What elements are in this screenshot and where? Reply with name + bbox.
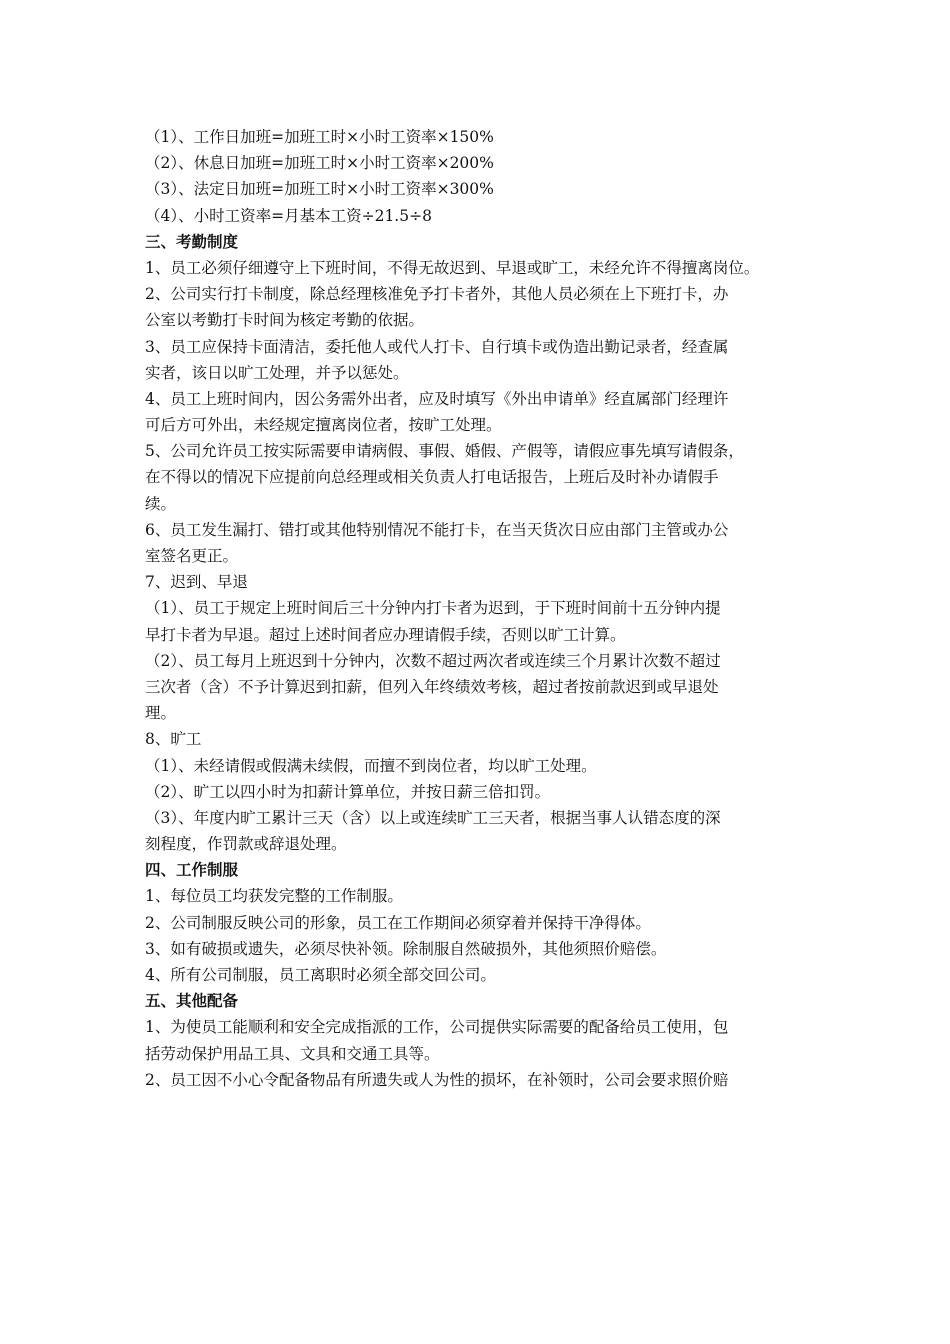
rule-line: 2、员工因不小心令配备物品有所遗失或人为性的损坏，在补领时，公司会要求照价赔 — [145, 1070, 729, 1089]
section-heading-equipment: 五、其他配备 — [145, 992, 239, 1011]
rule-line: （2）、旷工以四小时为扣薪计算单位，并按日薪三倍扣罚。 — [145, 782, 551, 801]
rule-line: （3）、法定日加班=加班工时×小时工资率×300% — [145, 180, 494, 199]
section-heading-attendance: 三、考勤制度 — [145, 232, 239, 251]
rule-line: 公室以考勤打卡时间为核定考勤的依据。 — [145, 311, 425, 330]
rule-line: 理。 — [145, 704, 177, 723]
rule-line: 续。 — [145, 494, 177, 513]
rule-line: （2）、员工每月上班迟到十分钟内，次数不超过两次者或连续三个月累计次数不超过 — [145, 651, 721, 670]
rule-line: （4）、小时工资率=月基本工资÷21.5÷8 — [145, 206, 432, 225]
rule-line: 5、公司允许员工按实际需要申请病假、事假、婚假、产假等，请假应事先填写请假条， — [145, 442, 744, 461]
rule-line: 早打卡者为早退。超过上述时间者应办理请假手续，否则以旷工计算。 — [145, 625, 626, 644]
rule-line: 1、员工必须仔细遵守上下班时间，不得无故迟到、早退或旷工，未经允许不得擅离岗位。 — [145, 258, 760, 277]
document-body — [145, 124, 825, 1093]
rule-line: 在不得以的情况下应提前向总经理或相关负责人打电话报告，上班后及时补办请假手 — [145, 468, 719, 487]
rule-line: 6、员工发生漏打、错打或其他特别情况不能打卡，在当天货次日应由部门主管或办公 — [145, 520, 729, 539]
rule-line: 1、每位员工均获发完整的工作制服。 — [145, 887, 403, 906]
rule-line: 2、公司实行打卡制度，除总经理核准免予打卡者外，其他人员必须在上下班打卡，办 — [145, 285, 729, 304]
rule-line: 三次者（含）不予计算迟到扣薪，但列入年终绩效考核，超过者按前款迟到或早退处 — [145, 677, 719, 696]
rule-line: 可后方可外出，未经规定擅离岗位者，按旷工处理。 — [145, 416, 502, 435]
rule-line: 4、员工上班时间内，因公务需外出者，应及时填写《外出申请单》经直属部门经理许 — [145, 389, 729, 408]
rule-line: 3、员工应保持卡面清洁，委托他人或代人打卡、自行填卡或伪造出勤记录者，经查属 — [145, 337, 729, 356]
rule-line: 刻程度，作罚款或辞退处理。 — [145, 835, 347, 854]
rule-line: 室签名更正。 — [145, 547, 239, 565]
rule-line: （1）、工作日加班=加班工时×小时工资率×150% — [145, 128, 494, 146]
rule-line: 实者，该日以旷工处理，并予以惩处。 — [145, 363, 409, 382]
rule-line: 8、旷工 — [145, 730, 202, 749]
rule-line: （2）、休息日加班=加班工时×小时工资率×200% — [145, 154, 494, 173]
rule-line: 括劳动保护用品工具、文具和交通工具等。 — [145, 1044, 440, 1063]
rule-line: 2、公司制服反映公司的形象，员工在工作期间必须穿着并保持干净得体。 — [145, 913, 651, 932]
rule-line: （1）、未经请假或假满未续假，而擅不到岗位者，均以旷工处理。 — [145, 756, 597, 775]
rule-line: 3、如有破损或遗失，必须尽快补领。除制服自然破损外，其他须照价赔偿。 — [145, 939, 667, 958]
section-heading-uniform: 四、工作制服 — [145, 861, 239, 880]
rule-line: 4、所有公司制服，员工离职时必须全部交回公司。 — [145, 966, 496, 984]
rule-line: （1）、员工于规定上班时间后三十分钟内打卡者为迟到，于下班时间前十五分钟内提 — [145, 599, 721, 618]
rule-line: 7、迟到、早退 — [145, 573, 248, 592]
rule-line: 1、为使员工能顺利和安全完成指派的工作，公司提供实际需要的配备给员工使用，包 — [145, 1018, 729, 1037]
rule-line: （3）、年度内旷工累计三天（含）以上或连续旷工三天者，根据当事人认错态度的深 — [145, 808, 721, 827]
